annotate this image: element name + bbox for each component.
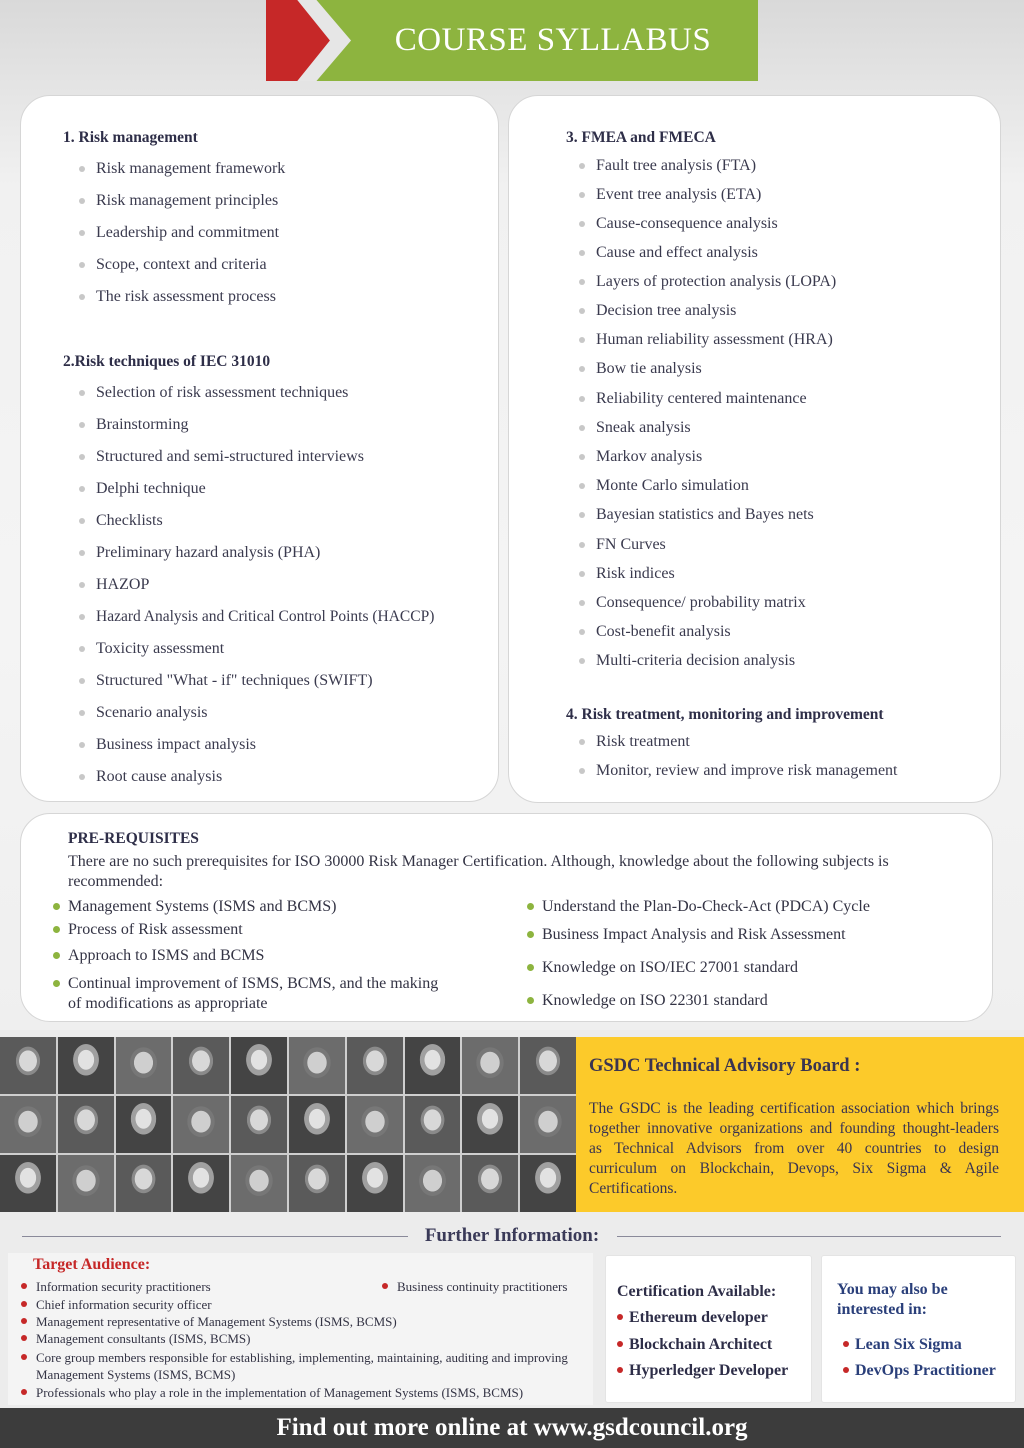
bullet-icon: [79, 582, 85, 588]
advisor-photo: [462, 1037, 518, 1094]
list-item: Markov analysis: [596, 448, 702, 466]
bullet-icon: [79, 614, 85, 620]
bullet-icon: [527, 997, 534, 1004]
recommended-course-link[interactable]: DevOps Practitioner: [855, 1362, 996, 1380]
list-item: Root cause analysis: [96, 768, 222, 786]
bullet-icon: [579, 425, 585, 431]
advisory-title: GSDC Technical Advisory Board :: [589, 1056, 861, 1076]
advisor-photo: [116, 1155, 172, 1212]
certification-item[interactable]: Hyperledger Developer: [629, 1362, 788, 1380]
bullet-icon: [527, 931, 534, 938]
bullet-icon: [79, 486, 85, 492]
bullet-icon: [527, 903, 534, 910]
list-item: Preliminary hazard analysis (PHA): [96, 544, 320, 562]
bullet-icon: [579, 658, 585, 664]
bullet-icon: [579, 629, 585, 635]
bullet-icon: [579, 192, 585, 198]
list-item: The risk assessment process: [96, 288, 276, 306]
advisor-photo: [520, 1037, 576, 1094]
bullet-icon: [579, 483, 585, 489]
list-item: Business impact analysis: [96, 736, 256, 754]
list-item: Structured "What - if" techniques (SWIFT): [96, 672, 373, 690]
footer-link[interactable]: Find out more online at www.gsdcouncil.org: [276, 1414, 748, 1441]
list-item: Cause and effect analysis: [596, 244, 758, 262]
advisor-photo: [0, 1155, 56, 1212]
audience-item: Chief information security officer: [36, 1296, 212, 1313]
advisor-photo: [405, 1155, 461, 1212]
bullet-icon: [21, 1335, 27, 1341]
advisory-board-panel: [576, 1037, 1024, 1212]
bullet-icon: [527, 964, 534, 971]
advisor-photo: [347, 1037, 403, 1094]
prerequisite-item: Management Systems (ISMS and BCMS): [68, 897, 336, 917]
advisor-photo: [405, 1037, 461, 1094]
bullet-icon: [21, 1318, 27, 1324]
further-info-title: Further Information:: [424, 1225, 600, 1246]
bullet-icon: [79, 454, 85, 460]
advisor-photo: [462, 1155, 518, 1212]
prerequisites-title: PRE-REQUISITES: [68, 830, 199, 847]
bullet-icon: [79, 550, 85, 556]
list-item: Toxicity assessment: [96, 640, 224, 658]
bullet-icon: [21, 1389, 27, 1395]
list-item: Multi-criteria decision analysis: [596, 652, 795, 670]
bullet-icon: [79, 710, 85, 716]
bullet-icon: [617, 1367, 623, 1373]
list-item: Hazard Analysis and Critical Control Points (HACCP): [96, 608, 434, 626]
bullet-icon: [79, 678, 85, 684]
advisor-photo: [231, 1096, 287, 1153]
bullet-icon: [579, 221, 585, 227]
section-4-title: 4. Risk treatment, monitoring and improvement: [566, 706, 884, 723]
bullet-icon: [579, 768, 585, 774]
audience-item: Professionals who play a role in the implementation of Management Systems (ISMS, BCMS): [36, 1384, 523, 1401]
list-item: Structured and semi-structured interviews: [96, 448, 364, 466]
bullet-icon: [617, 1341, 623, 1347]
advisor-photo: [58, 1096, 114, 1153]
advisor-photo: [462, 1096, 518, 1153]
prerequisite-item: Process of Risk assessment: [68, 920, 243, 940]
advisor-photo: [231, 1037, 287, 1094]
advisor-photo: [0, 1037, 56, 1094]
advisor-photo: [347, 1096, 403, 1153]
list-item: Monitor, review and improve risk management: [596, 762, 898, 780]
bullet-icon: [579, 163, 585, 169]
bullet-icon: [79, 390, 85, 396]
advisor-photo: [520, 1155, 576, 1212]
bullet-icon: [579, 250, 585, 256]
audience-item: Management representative of Management Systems (ISMS, BCMS): [36, 1313, 397, 1330]
bullet-icon: [53, 980, 60, 987]
list-item: Risk management framework: [96, 160, 285, 178]
advisor-photo: [289, 1037, 345, 1094]
bullet-icon: [79, 774, 85, 780]
bullet-icon: [79, 198, 85, 204]
page-title: COURSE SYLLABUS: [394, 22, 712, 58]
bullet-icon: [21, 1283, 27, 1289]
also-interested-box: [821, 1255, 1016, 1403]
list-item: Cost-benefit analysis: [596, 623, 731, 641]
list-item: Reliability centered maintenance: [596, 390, 807, 408]
section-3-title: 3. FMEA and FMECA: [566, 129, 716, 146]
also-interested-title: You may also be interested in:: [837, 1281, 948, 1318]
list-item: Consequence/ probability matrix: [596, 594, 806, 612]
recommended-course-link[interactable]: Lean Six Sigma: [855, 1336, 962, 1354]
prerequisites-intro: There are no such prerequisites for ISO 30000 Risk Manager Certification. Although, knowledge about the following subjects is recommended:: [68, 853, 889, 890]
bullet-icon: [382, 1283, 388, 1289]
advisor-photo: [0, 1096, 56, 1153]
list-item: Risk management principles: [96, 192, 278, 210]
section-2-title: 2.Risk techniques of IEC 31010: [63, 353, 271, 370]
list-item: Scope, context and criteria: [96, 256, 267, 274]
prerequisite-item: Understand the Plan-Do-Check-Act (PDCA) Cycle: [542, 897, 870, 917]
prerequisite-item: Continual improvement of ISMS, BCMS, and the making of modifications as appropriate: [68, 974, 448, 1014]
bullet-icon: [79, 230, 85, 236]
bullet-icon: [843, 1367, 849, 1373]
bullet-icon: [53, 952, 60, 959]
bullet-icon: [579, 396, 585, 402]
bullet-icon: [843, 1341, 849, 1347]
prerequisite-item: Business Impact Analysis and Risk Assessment: [542, 925, 846, 945]
advisor-photo: [58, 1155, 114, 1212]
list-item: Brainstorming: [96, 416, 188, 434]
course-syllabus-banner: [266, 0, 758, 81]
list-item: Event tree analysis (ETA): [596, 186, 761, 204]
list-item: Sneak analysis: [596, 419, 691, 437]
certification-item[interactable]: Blockchain Architect: [629, 1336, 772, 1354]
list-item: Risk treatment: [596, 733, 690, 751]
advisor-photo: [173, 1096, 229, 1153]
advisor-photo: [116, 1037, 172, 1094]
list-item: Checklists: [96, 512, 163, 530]
section-1-title: 1. Risk management: [63, 129, 198, 146]
bullet-icon: [79, 646, 85, 652]
audience-item: Core group members responsible for establishing, implementing, maintaining, auditing and improving Management Systems (ISMS, BCMS): [36, 1349, 581, 1383]
advisor-photo: [116, 1096, 172, 1153]
list-item: Bayesian statistics and Bayes nets: [596, 506, 814, 524]
advisor-photo: [289, 1155, 345, 1212]
bullet-icon: [579, 454, 585, 460]
bullet-icon: [79, 294, 85, 300]
advisor-photo: [347, 1155, 403, 1212]
audience-item: Information security practitioners: [36, 1278, 211, 1295]
advisor-photo-grid: [0, 1037, 576, 1212]
bullet-icon: [79, 422, 85, 428]
prerequisite-item: Approach to ISMS and BCMS: [68, 946, 264, 966]
list-item: Leadership and commitment: [96, 224, 279, 242]
list-item: HAZOP: [96, 576, 149, 594]
bullet-icon: [579, 512, 585, 518]
bullet-icon: [579, 571, 585, 577]
list-item: Decision tree analysis: [596, 302, 736, 320]
bullet-icon: [53, 926, 60, 933]
advisor-photo: [405, 1096, 461, 1153]
list-item: Layers of protection analysis (LOPA): [596, 273, 836, 291]
target-audience-title: Target Audience:: [33, 1256, 151, 1273]
audience-item: Management consultants (ISMS, BCMS): [36, 1330, 251, 1347]
bullet-icon: [579, 739, 585, 745]
audience-item: Business continuity practitioners: [397, 1278, 567, 1295]
list-item: Risk indices: [596, 565, 675, 583]
bullet-icon: [79, 262, 85, 268]
certifications-box: [605, 1255, 812, 1403]
list-item: FN Curves: [596, 536, 666, 554]
bullet-icon: [21, 1301, 27, 1307]
prerequisite-item: Knowledge on ISO/IEC 27001 standard: [542, 958, 798, 978]
list-item: Human reliability assessment (HRA): [596, 331, 833, 349]
bullet-icon: [579, 542, 585, 548]
advisory-text: The GSDC is the leading certification association which brings together innovative organizations and founding thought-leaders as Technical Advisors from over 40 countries to design curriculum on Blockchain, Devops, Six Sigma & Agile Certifications.: [589, 1100, 999, 1197]
list-item: Fault tree analysis (FTA): [596, 157, 756, 175]
advisor-photo: [173, 1155, 229, 1212]
list-item: Scenario analysis: [96, 704, 208, 722]
advisor-photo: [58, 1037, 114, 1094]
bullet-icon: [579, 600, 585, 606]
bullet-icon: [579, 366, 585, 372]
bullet-icon: [617, 1314, 623, 1320]
bullet-icon: [79, 166, 85, 172]
advisor-photo: [231, 1155, 287, 1212]
advisor-photo: [289, 1096, 345, 1153]
advisor-photo: [520, 1096, 576, 1153]
bullet-icon: [79, 742, 85, 748]
list-item: Selection of risk assessment techniques: [96, 384, 348, 402]
certifications-title: Certification Available:: [617, 1283, 777, 1300]
bullet-icon: [79, 518, 85, 524]
bullet-icon: [53, 903, 60, 910]
list-item: Cause-consequence analysis: [596, 215, 778, 233]
advisor-photo: [173, 1037, 229, 1094]
bullet-icon: [579, 308, 585, 314]
bullet-icon: [579, 279, 585, 285]
list-item: Delphi technique: [96, 480, 206, 498]
list-item: Bow tie analysis: [596, 360, 702, 378]
prerequisite-item: Knowledge on ISO 22301 standard: [542, 991, 768, 1011]
bullet-icon: [21, 1354, 27, 1360]
list-item: Monte Carlo simulation: [596, 477, 749, 495]
footer-banner[interactable]: [0, 1408, 1024, 1448]
certification-item[interactable]: Ethereum developer: [629, 1309, 768, 1327]
bullet-icon: [579, 337, 585, 343]
